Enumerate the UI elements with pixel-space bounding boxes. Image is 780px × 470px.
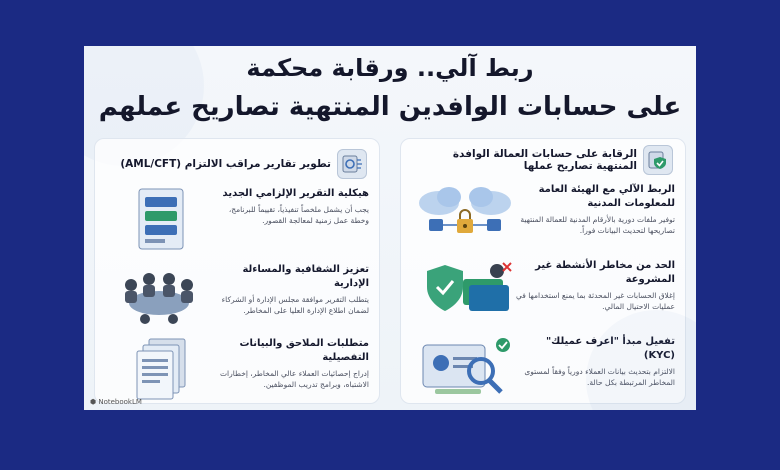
list-item [411, 335, 675, 405]
shield-check-icon [643, 145, 673, 175]
item-heading: هيكلية التقرير الإلزامي الجديد [222, 188, 369, 199]
document-stack-icon [109, 337, 209, 401]
item-body: إدراج إحصائيات العملاء عالي المخاطر، إخطارات الاشتباه، وبرامج تدريب الموظفين. [219, 369, 369, 389]
list-item [105, 187, 369, 257]
infographic-card [84, 46, 696, 410]
item-body: الالتزام بتحديث بيانات العملاء دورياً وفقاً لمستوى المخاطر المرتبطة بكل حالة. [524, 367, 675, 387]
item-body: يتطلب التقرير موافقة مجلس الإدارة أو الشركاء لضمان اطلاع الإدارة العليا على المخاطر. [221, 295, 369, 315]
item-body: توفير ملفات دورية بالأرقام المدنية للعمالة المنتهية تصاريحها لتحديث البيانات فوراً. [520, 215, 675, 235]
item-body: يجب أن يشمل ملخصاً تنفيذياً، تقييماً للبرنامج، وخطة عمل زمنية لمعالجة القصور. [228, 205, 369, 225]
title-line-2: على حسابات الوافدين المنتهية تصاريح عملهم [98, 92, 682, 122]
shield-cards-icon [415, 259, 515, 323]
vault-circuit-icon [337, 149, 367, 179]
id-card-magnifier-icon [415, 335, 515, 399]
item-heading: تفعيل مبدأ "اعرف عميلك" (KYC) [545, 336, 675, 361]
panel-account-monitoring [400, 138, 686, 404]
panel-compliance-reports [94, 138, 380, 404]
panel-header-text: تطوير تقارير مراقب الالتزام (AML/CFT) [120, 158, 331, 170]
panel-header [107, 149, 367, 179]
item-heading: الحد من مخاطر الأنشطة غير المشروعة [535, 260, 675, 285]
board-meeting-icon [109, 263, 209, 327]
brand-label: ⬢ NotebookLM [90, 398, 142, 406]
item-heading: متطلبات الملاحق والبيانات التفصيلية [239, 338, 369, 363]
title-line-1: ربط آلي.. ورقابة محكمة [246, 54, 534, 82]
item-heading: تعزيز الشفافية والمساءلة الإدارية [242, 264, 369, 289]
item-body: إغلاق الحسابات غير المحدثة بما يمنع استخدامها في عمليات الاحتيال المالي. [516, 291, 675, 311]
item-heading: الربط الآلي مع الهيئة العامة للمعلومات المدنية [538, 184, 675, 209]
panel-header-text: الرقابة على حسابات العمالة الوافدة المنتهية تصاريح عملها [452, 148, 637, 172]
panel-header [413, 145, 673, 175]
brand-logo-icon: ⬢ [90, 398, 99, 406]
list-item [105, 263, 369, 333]
list-item [411, 183, 675, 253]
cloud-network-lock-icon [415, 183, 515, 247]
document-icon [109, 187, 209, 251]
list-item [411, 259, 675, 329]
list-item [105, 337, 369, 407]
